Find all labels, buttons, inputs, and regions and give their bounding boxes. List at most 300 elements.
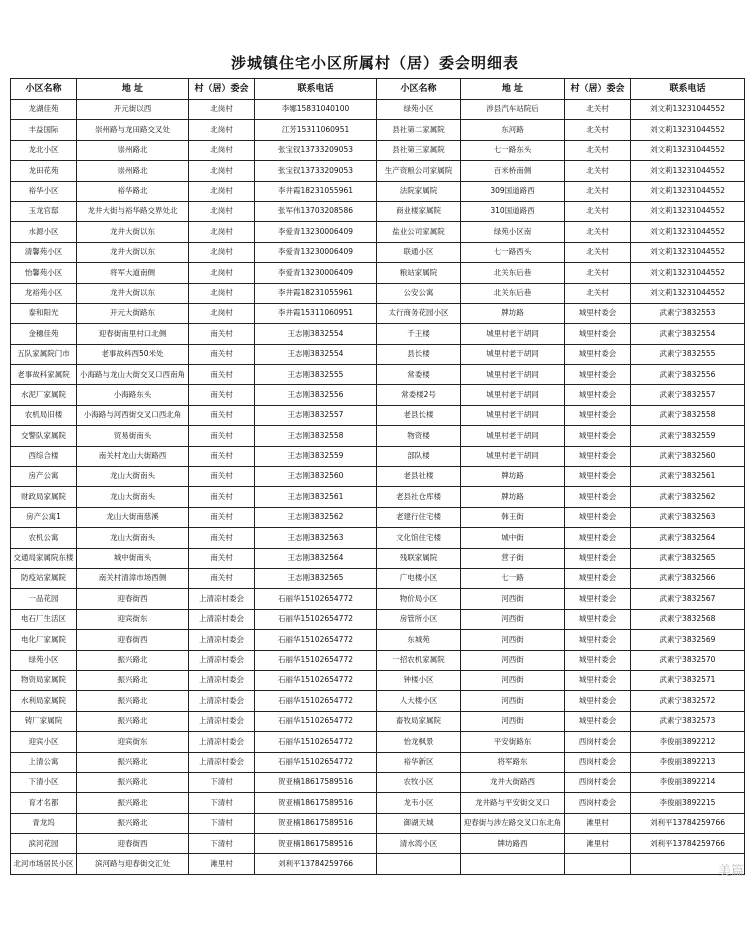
committee-right-cell: 城里村委会 (565, 568, 631, 588)
address-cell: 振兴路北 (77, 691, 189, 711)
phone-cell: 石丽华15102654772 (255, 691, 377, 711)
community-name-cell: 裕华小区 (11, 181, 77, 201)
address-right-cell: 东河路 (461, 120, 565, 140)
address-cell: 振兴路北 (77, 670, 189, 690)
address-cell: 振兴路北 (77, 650, 189, 670)
committee-cell: 上清凉村委会 (189, 609, 255, 629)
community-name-right-cell: 联通小区 (377, 242, 461, 262)
table-row (11, 222, 745, 242)
committee-right-cell: 北关村 (565, 263, 631, 283)
committee-right-cell: 北关村 (565, 283, 631, 303)
table-row (11, 834, 745, 854)
address-right-cell (461, 854, 565, 874)
committee-right-cell: 城里村委会 (565, 691, 631, 711)
committee-cell: 下清村 (189, 772, 255, 792)
table-row (11, 752, 745, 772)
phone-right-cell: 刘利平13784259766 (631, 813, 745, 833)
phone-cell: 王志刚3832557 (255, 405, 377, 425)
community-name-right-cell: 老县长楼 (377, 405, 461, 425)
phone-right-cell: 刘文莉13231044552 (631, 100, 745, 120)
phone-cell: 张军伟13703208586 (255, 201, 377, 221)
address-right-cell: 河西街 (461, 630, 565, 650)
community-name-cell: 交警队家属院 (11, 426, 77, 446)
committee-cell: 下清村 (189, 834, 255, 854)
address-cell: 崇州路与龙田路交叉处 (77, 120, 189, 140)
community-name-cell: 房产公寓 (11, 467, 77, 487)
phone-right-cell: 刘文莉13231044552 (631, 283, 745, 303)
community-name-cell: 绿苑小区 (11, 650, 77, 670)
address-right-cell: 七一路东头 (461, 140, 565, 160)
address-right-cell: 北关东后巷 (461, 263, 565, 283)
phone-right-cell: 武素宁3832557 (631, 385, 745, 405)
address-right-cell: 309国道路西 (461, 181, 565, 201)
address-cell: 龙井大街以东 (77, 222, 189, 242)
table-row (11, 487, 745, 507)
address-right-cell: 河西街 (461, 589, 565, 609)
community-name-right-cell: 太行商务花园小区 (377, 303, 461, 323)
phone-cell: 李井霞18231055961 (255, 283, 377, 303)
community-name-right-cell: 县社第三家属院 (377, 140, 461, 160)
community-name-right-cell: 清水湾小区 (377, 834, 461, 854)
committee-cell: 北岗村 (189, 120, 255, 140)
table-row (11, 242, 745, 262)
header-community-name: 小区名称 (11, 79, 77, 100)
address-right-cell: 河西街 (461, 691, 565, 711)
table-header-row (11, 79, 745, 100)
community-name-cell: 泰和阳光 (11, 303, 77, 323)
community-name-cell: 金穗佳苑 (11, 324, 77, 344)
address-right-cell: 绿苑小区南 (461, 222, 565, 242)
header-committee: 村（居）委会 (189, 79, 255, 100)
committee-cell: 南关村 (189, 405, 255, 425)
table-row (11, 344, 745, 364)
community-name-cell: 一品花园 (11, 589, 77, 609)
community-name-right-cell: 公安公寓 (377, 283, 461, 303)
committee-right-cell: 城里村委会 (565, 324, 631, 344)
committee-right-cell: 城里村委会 (565, 303, 631, 323)
phone-right-cell: 武素宁3832567 (631, 589, 745, 609)
committee-cell: 南关村 (189, 507, 255, 527)
committee-cell: 南关村 (189, 426, 255, 446)
address-cell: 城中街南头 (77, 548, 189, 568)
address-right-cell: 龙井大街路西 (461, 772, 565, 792)
committee-right-cell: 滩里村 (565, 834, 631, 854)
phone-right-cell: 武素宁3832573 (631, 711, 745, 731)
phone-right-cell: 武素宁3832569 (631, 630, 745, 650)
community-name-cell: 农机公寓 (11, 528, 77, 548)
committee-cell: 南关村 (189, 446, 255, 466)
phone-cell: 王志刚3832563 (255, 528, 377, 548)
address-right-cell: 平安街路东 (461, 732, 565, 752)
committee-cell: 南关村 (189, 487, 255, 507)
address-cell: 南关村清漳市场西侧 (77, 568, 189, 588)
phone-right-cell: 武素宁3832553 (631, 303, 745, 323)
committee-right-cell: 北关村 (565, 140, 631, 160)
committee-cell: 滩里村 (189, 854, 255, 874)
community-name-right-cell: 龙韦小区 (377, 793, 461, 813)
community-name-cell: 清馨苑小区 (11, 242, 77, 262)
committee-right-cell: 北关村 (565, 242, 631, 262)
community-name-right-cell: 东城苑 (377, 630, 461, 650)
community-name-right-cell: 盐业公司家属院 (377, 222, 461, 242)
address-right-cell: 牌坊路西 (461, 834, 565, 854)
community-name-right-cell: 房管所小区 (377, 609, 461, 629)
phone-right-cell: 武素宁3832570 (631, 650, 745, 670)
address-cell: 龙山大街南头 (77, 467, 189, 487)
phone-cell: 王志刚3832556 (255, 385, 377, 405)
table-row (11, 528, 745, 548)
community-name-cell: 迎宾小区 (11, 732, 77, 752)
watermark: 美篇 (717, 864, 744, 879)
committee-right-cell: 北关村 (565, 120, 631, 140)
committee-cell: 北岗村 (189, 100, 255, 120)
header-address: 地 址 (77, 79, 189, 100)
phone-right-cell: 李俊丽3892213 (631, 752, 745, 772)
phone-cell: 石丽华15102654772 (255, 650, 377, 670)
phone-right-cell: 李俊丽3892212 (631, 732, 745, 752)
table-row (11, 813, 745, 833)
phone-cell: 李娜15831040100 (255, 100, 377, 120)
address-right-cell: 龙井路与平安街交叉口 (461, 793, 565, 813)
community-name-right-cell: 生产资粮公司家属院 (377, 161, 461, 181)
phone-cell: 石丽华15102654772 (255, 670, 377, 690)
committee-cell: 北岗村 (189, 161, 255, 181)
committee-right-cell: 西岗村委会 (565, 772, 631, 792)
committee-right-cell: 城里村委会 (565, 609, 631, 629)
address-right-cell: 城里村老干胡同 (461, 446, 565, 466)
committee-cell: 北岗村 (189, 181, 255, 201)
committee-cell: 南关村 (189, 344, 255, 364)
address-right-cell: 河西街 (461, 609, 565, 629)
community-name-right-cell: 农牧小区 (377, 772, 461, 792)
table-row (11, 263, 745, 283)
phone-right-cell: 李俊丽3892215 (631, 793, 745, 813)
address-right-cell: 将军路东 (461, 752, 565, 772)
community-name-right-cell: 御湖天城 (377, 813, 461, 833)
community-name-right-cell: 商业楼家属院 (377, 201, 461, 221)
community-name-right-cell: 老县社仓库楼 (377, 487, 461, 507)
committee-cell: 南关村 (189, 324, 255, 344)
committee-right-cell: 北关村 (565, 222, 631, 242)
community-name-right-cell: 常委楼2号 (377, 385, 461, 405)
community-name-cell: 水源小区 (11, 222, 77, 242)
committee-right-cell (565, 854, 631, 874)
committee-cell: 南关村 (189, 365, 255, 385)
phone-cell: 王志刚3832555 (255, 365, 377, 385)
address-cell: 迎宾街东 (77, 609, 189, 629)
address-right-cell: 牌坊路 (461, 487, 565, 507)
committee-right-cell: 西岗村委会 (565, 732, 631, 752)
community-name-cell: 龙北小区 (11, 140, 77, 160)
community-name-cell: 防疫站家属院 (11, 568, 77, 588)
community-name-right-cell: 部队楼 (377, 446, 461, 466)
community-name-right-cell: 物资楼 (377, 426, 461, 446)
address-right-cell: 河西街 (461, 650, 565, 670)
committee-right-cell: 西岗村委会 (565, 793, 631, 813)
committee-cell: 北岗村 (189, 283, 255, 303)
committee-right-cell: 城里村委会 (565, 507, 631, 527)
address-right-cell: 城里村老干胡同 (461, 426, 565, 446)
phone-right-cell: 武素宁3832556 (631, 365, 745, 385)
community-name-cell: 玉龙官邸 (11, 201, 77, 221)
table-row (11, 426, 745, 446)
community-name-cell: 电石厂生活区 (11, 609, 77, 629)
table-row (11, 140, 745, 160)
address-cell: 振兴路北 (77, 711, 189, 731)
committee-cell: 北岗村 (189, 263, 255, 283)
community-name-right-cell: 文化馆住宅楼 (377, 528, 461, 548)
phone-right-cell: 武素宁3832572 (631, 691, 745, 711)
committee-right-cell: 北关村 (565, 161, 631, 181)
committee-cell: 北岗村 (189, 242, 255, 262)
phone-cell: 王志刚3832554 (255, 344, 377, 364)
committee-right-cell: 城里村委会 (565, 670, 631, 690)
phone-right-cell: 武素宁3832555 (631, 344, 745, 364)
committee-cell: 南关村 (189, 528, 255, 548)
community-name-cell: 龙湖佳苑 (11, 100, 77, 120)
phone-right-cell: 武素宁3832560 (631, 446, 745, 466)
address-right-cell: 韩王街 (461, 507, 565, 527)
table-row (11, 405, 745, 425)
table-row (11, 446, 745, 466)
community-name-cell: 青龙坞 (11, 813, 77, 833)
committee-right-cell: 城里村委会 (565, 446, 631, 466)
committee-cell: 南关村 (189, 385, 255, 405)
committee-cell: 南关村 (189, 568, 255, 588)
committee-cell: 上清凉村委会 (189, 630, 255, 650)
committee-cell: 下清村 (189, 813, 255, 833)
community-name-cell: 西综合楼 (11, 446, 77, 466)
committee-right-cell: 北关村 (565, 201, 631, 221)
table-row (11, 120, 745, 140)
phone-cell: 石丽华15102654772 (255, 609, 377, 629)
committee-cell: 上清凉村委会 (189, 752, 255, 772)
community-name-cell: 龙裕苑小区 (11, 283, 77, 303)
phone-cell: 贺亚楠18617589516 (255, 772, 377, 792)
address-cell: 小海路东头 (77, 385, 189, 405)
community-name-cell: 铸厂家属院 (11, 711, 77, 731)
phone-right-cell: 武素宁3832566 (631, 568, 745, 588)
table-row (11, 589, 745, 609)
address-cell: 迎春街南里村口北侧 (77, 324, 189, 344)
community-name-right-cell: 一招农机家属院 (377, 650, 461, 670)
table-row (11, 630, 745, 650)
phone-cell: 江芳15311060951 (255, 120, 377, 140)
community-name-cell: 北河市场居民小区 (11, 854, 77, 874)
address-cell: 裕华路北 (77, 181, 189, 201)
header-committee-right: 村（居）委会 (565, 79, 631, 100)
address-right-cell: 牌坊路 (461, 303, 565, 323)
community-name-right-cell: 广电楼小区 (377, 568, 461, 588)
phone-right-cell: 刘文莉13231044552 (631, 120, 745, 140)
phone-right-cell: 刘文莉13231044552 (631, 242, 745, 262)
page-title: 涉城镇住宅小区所属村（居）委会明细表 (230, 54, 519, 72)
committee-right-cell: 城里村委会 (565, 589, 631, 609)
table-row (11, 100, 745, 120)
committee-right-cell: 城里村委会 (565, 548, 631, 568)
address-cell: 崇州路北 (77, 140, 189, 160)
phone-cell: 李井霞15311060951 (255, 303, 377, 323)
address-cell: 老事故科西50米处 (77, 344, 189, 364)
table-row (11, 507, 745, 527)
community-name-right-cell: 法院家属院 (377, 181, 461, 201)
address-cell: 滨河路与迎春街交汇处 (77, 854, 189, 874)
address-cell: 南关村龙山大街路西 (77, 446, 189, 466)
address-cell: 振兴路北 (77, 813, 189, 833)
address-right-cell: 城里村老干胡同 (461, 344, 565, 364)
phone-cell: 张宝钗13733209053 (255, 161, 377, 181)
community-name-right-cell (377, 854, 461, 874)
address-cell: 龙井大街以东 (77, 242, 189, 262)
table-row (11, 650, 745, 670)
address-cell: 龙山大街南头 (77, 528, 189, 548)
phone-right-cell: 刘文莉13231044552 (631, 222, 745, 242)
committee-right-cell: 城里村委会 (565, 630, 631, 650)
phone-right-cell: 刘文莉13231044552 (631, 161, 745, 181)
phone-right-cell: 武素宁3832559 (631, 426, 745, 446)
community-name-right-cell: 钟楼小区 (377, 670, 461, 690)
committee-cell: 北岗村 (189, 201, 255, 221)
phone-right-cell: 武素宁3832564 (631, 528, 745, 548)
table-row (11, 772, 745, 792)
committee-right-cell: 城里村委会 (565, 344, 631, 364)
committee-right-cell: 北关村 (565, 181, 631, 201)
address-cell: 迎春街西 (77, 589, 189, 609)
community-name-right-cell: 县社第二家属院 (377, 120, 461, 140)
address-right-cell: 营子街 (461, 548, 565, 568)
committee-right-cell: 城里村委会 (565, 528, 631, 548)
community-name-right-cell: 裕华新区 (377, 752, 461, 772)
address-cell: 迎春街西 (77, 834, 189, 854)
address-right-cell: 河西街 (461, 670, 565, 690)
community-name-cell: 龙田花苑 (11, 161, 77, 181)
address-right-cell: 北关东后巷 (461, 283, 565, 303)
address-right-cell: 涉县汽车站院后 (461, 100, 565, 120)
table-row (11, 161, 745, 181)
community-name-cell: 水利局家属院 (11, 691, 77, 711)
committee-right-cell: 滩里村 (565, 813, 631, 833)
address-right-cell: 七一路 (461, 568, 565, 588)
community-name-cell: 农机局旧楼 (11, 405, 77, 425)
table-row (11, 467, 745, 487)
address-cell: 振兴路北 (77, 772, 189, 792)
phone-right-cell: 刘文莉13231044552 (631, 140, 745, 160)
phone-right-cell: 武素宁3832563 (631, 507, 745, 527)
phone-cell: 李爱青13230006409 (255, 242, 377, 262)
phone-cell: 王志刚3832565 (255, 568, 377, 588)
header-phone: 联系电话 (255, 79, 377, 100)
address-right-cell: 城里村老干胡同 (461, 385, 565, 405)
community-name-right-cell: 千王楼 (377, 324, 461, 344)
committee-right-cell: 城里村委会 (565, 650, 631, 670)
table-row (11, 365, 745, 385)
committee-right-cell: 城里村委会 (565, 711, 631, 731)
table-row (11, 283, 745, 303)
address-cell: 小海路与龙山大街交叉口西南角 (77, 365, 189, 385)
community-name-right-cell: 常委楼 (377, 365, 461, 385)
phone-cell: 王志刚3832560 (255, 467, 377, 487)
committee-cell: 南关村 (189, 467, 255, 487)
table-row (11, 711, 745, 731)
community-name-right-cell: 残联家属院 (377, 548, 461, 568)
phone-right-cell: 武素宁3832561 (631, 467, 745, 487)
committee-right-cell: 西岗村委会 (565, 752, 631, 772)
phone-right-cell: 刘文莉13231044552 (631, 263, 745, 283)
community-name-cell: 滨河花园 (11, 834, 77, 854)
address-cell: 迎宾街东 (77, 732, 189, 752)
committee-right-cell: 北关村 (565, 100, 631, 120)
community-name-cell: 电化厂家属院 (11, 630, 77, 650)
committee-cell: 北岗村 (189, 303, 255, 323)
address-right-cell: 310国道路西 (461, 201, 565, 221)
phone-cell: 石丽华15102654772 (255, 711, 377, 731)
community-name-cell: 财政局家属院 (11, 487, 77, 507)
committee-cell: 南关村 (189, 548, 255, 568)
phone-cell: 贺亚楠18617589516 (255, 793, 377, 813)
phone-right-cell: 刘利平13784259766 (631, 834, 745, 854)
phone-cell: 石丽华15102654772 (255, 630, 377, 650)
community-name-cell: 怡馨苑小区 (11, 263, 77, 283)
address-cell: 龙井大街与裕华路交界处北 (77, 201, 189, 221)
committee-cell: 上清凉村委会 (189, 670, 255, 690)
community-name-right-cell: 怡龙枫景 (377, 732, 461, 752)
table-row (11, 385, 745, 405)
phone-right-cell: 刘文莉13231044552 (631, 181, 745, 201)
community-name-cell: 老事故科家属院 (11, 365, 77, 385)
phone-cell: 石丽华15102654772 (255, 752, 377, 772)
address-right-cell: 城里村老干胡同 (461, 405, 565, 425)
table-row (11, 854, 745, 874)
address-cell: 将军大道南侧 (77, 263, 189, 283)
address-cell: 开元大街路东 (77, 303, 189, 323)
committee-cell: 上清凉村委会 (189, 589, 255, 609)
phone-right-cell: 武素宁3832568 (631, 609, 745, 629)
phone-right-cell: 武素宁3832558 (631, 405, 745, 425)
address-cell: 迎春街西 (77, 630, 189, 650)
committee-right-cell: 城里村委会 (565, 487, 631, 507)
address-cell: 龙山大街南慈溪 (77, 507, 189, 527)
community-name-cell: 房产公寓1 (11, 507, 77, 527)
community-name-cell: 下清小区 (11, 772, 77, 792)
header-address-right: 地 址 (461, 79, 565, 100)
phone-cell: 石丽华15102654772 (255, 589, 377, 609)
address-cell: 崇州路北 (77, 161, 189, 181)
committee-cell: 上清凉村委会 (189, 732, 255, 752)
address-right-cell: 城里村老干胡同 (461, 365, 565, 385)
committee-cell: 北岗村 (189, 140, 255, 160)
table-row (11, 732, 745, 752)
address-right-cell: 河西街 (461, 711, 565, 731)
phone-cell: 王志刚3832559 (255, 446, 377, 466)
community-name-right-cell: 县长楼 (377, 344, 461, 364)
committee-cell: 上清凉村委会 (189, 650, 255, 670)
header-phone-right: 联系电话 (631, 79, 745, 100)
phone-cell: 刘利平13784259766 (255, 854, 377, 874)
phone-cell: 石丽华15102654772 (255, 732, 377, 752)
table-row (11, 548, 745, 568)
phone-cell: 王志刚3832554 (255, 324, 377, 344)
address-right-cell: 百米桥南侧 (461, 161, 565, 181)
address-right-cell: 迎春街与涉左路交叉口东北角 (461, 813, 565, 833)
phone-right-cell: 武素宁3832571 (631, 670, 745, 690)
community-name-right-cell: 畜牧局家属院 (377, 711, 461, 731)
phone-right-cell: 武素宁3832554 (631, 324, 745, 344)
phone-cell: 贺亚楠18617589516 (255, 834, 377, 854)
phone-right-cell: 刘文莉13231044552 (631, 201, 745, 221)
committee-cell: 上清凉村委会 (189, 711, 255, 731)
address-cell: 贸易街南头 (77, 426, 189, 446)
community-name-right-cell: 粮站家属院 (377, 263, 461, 283)
